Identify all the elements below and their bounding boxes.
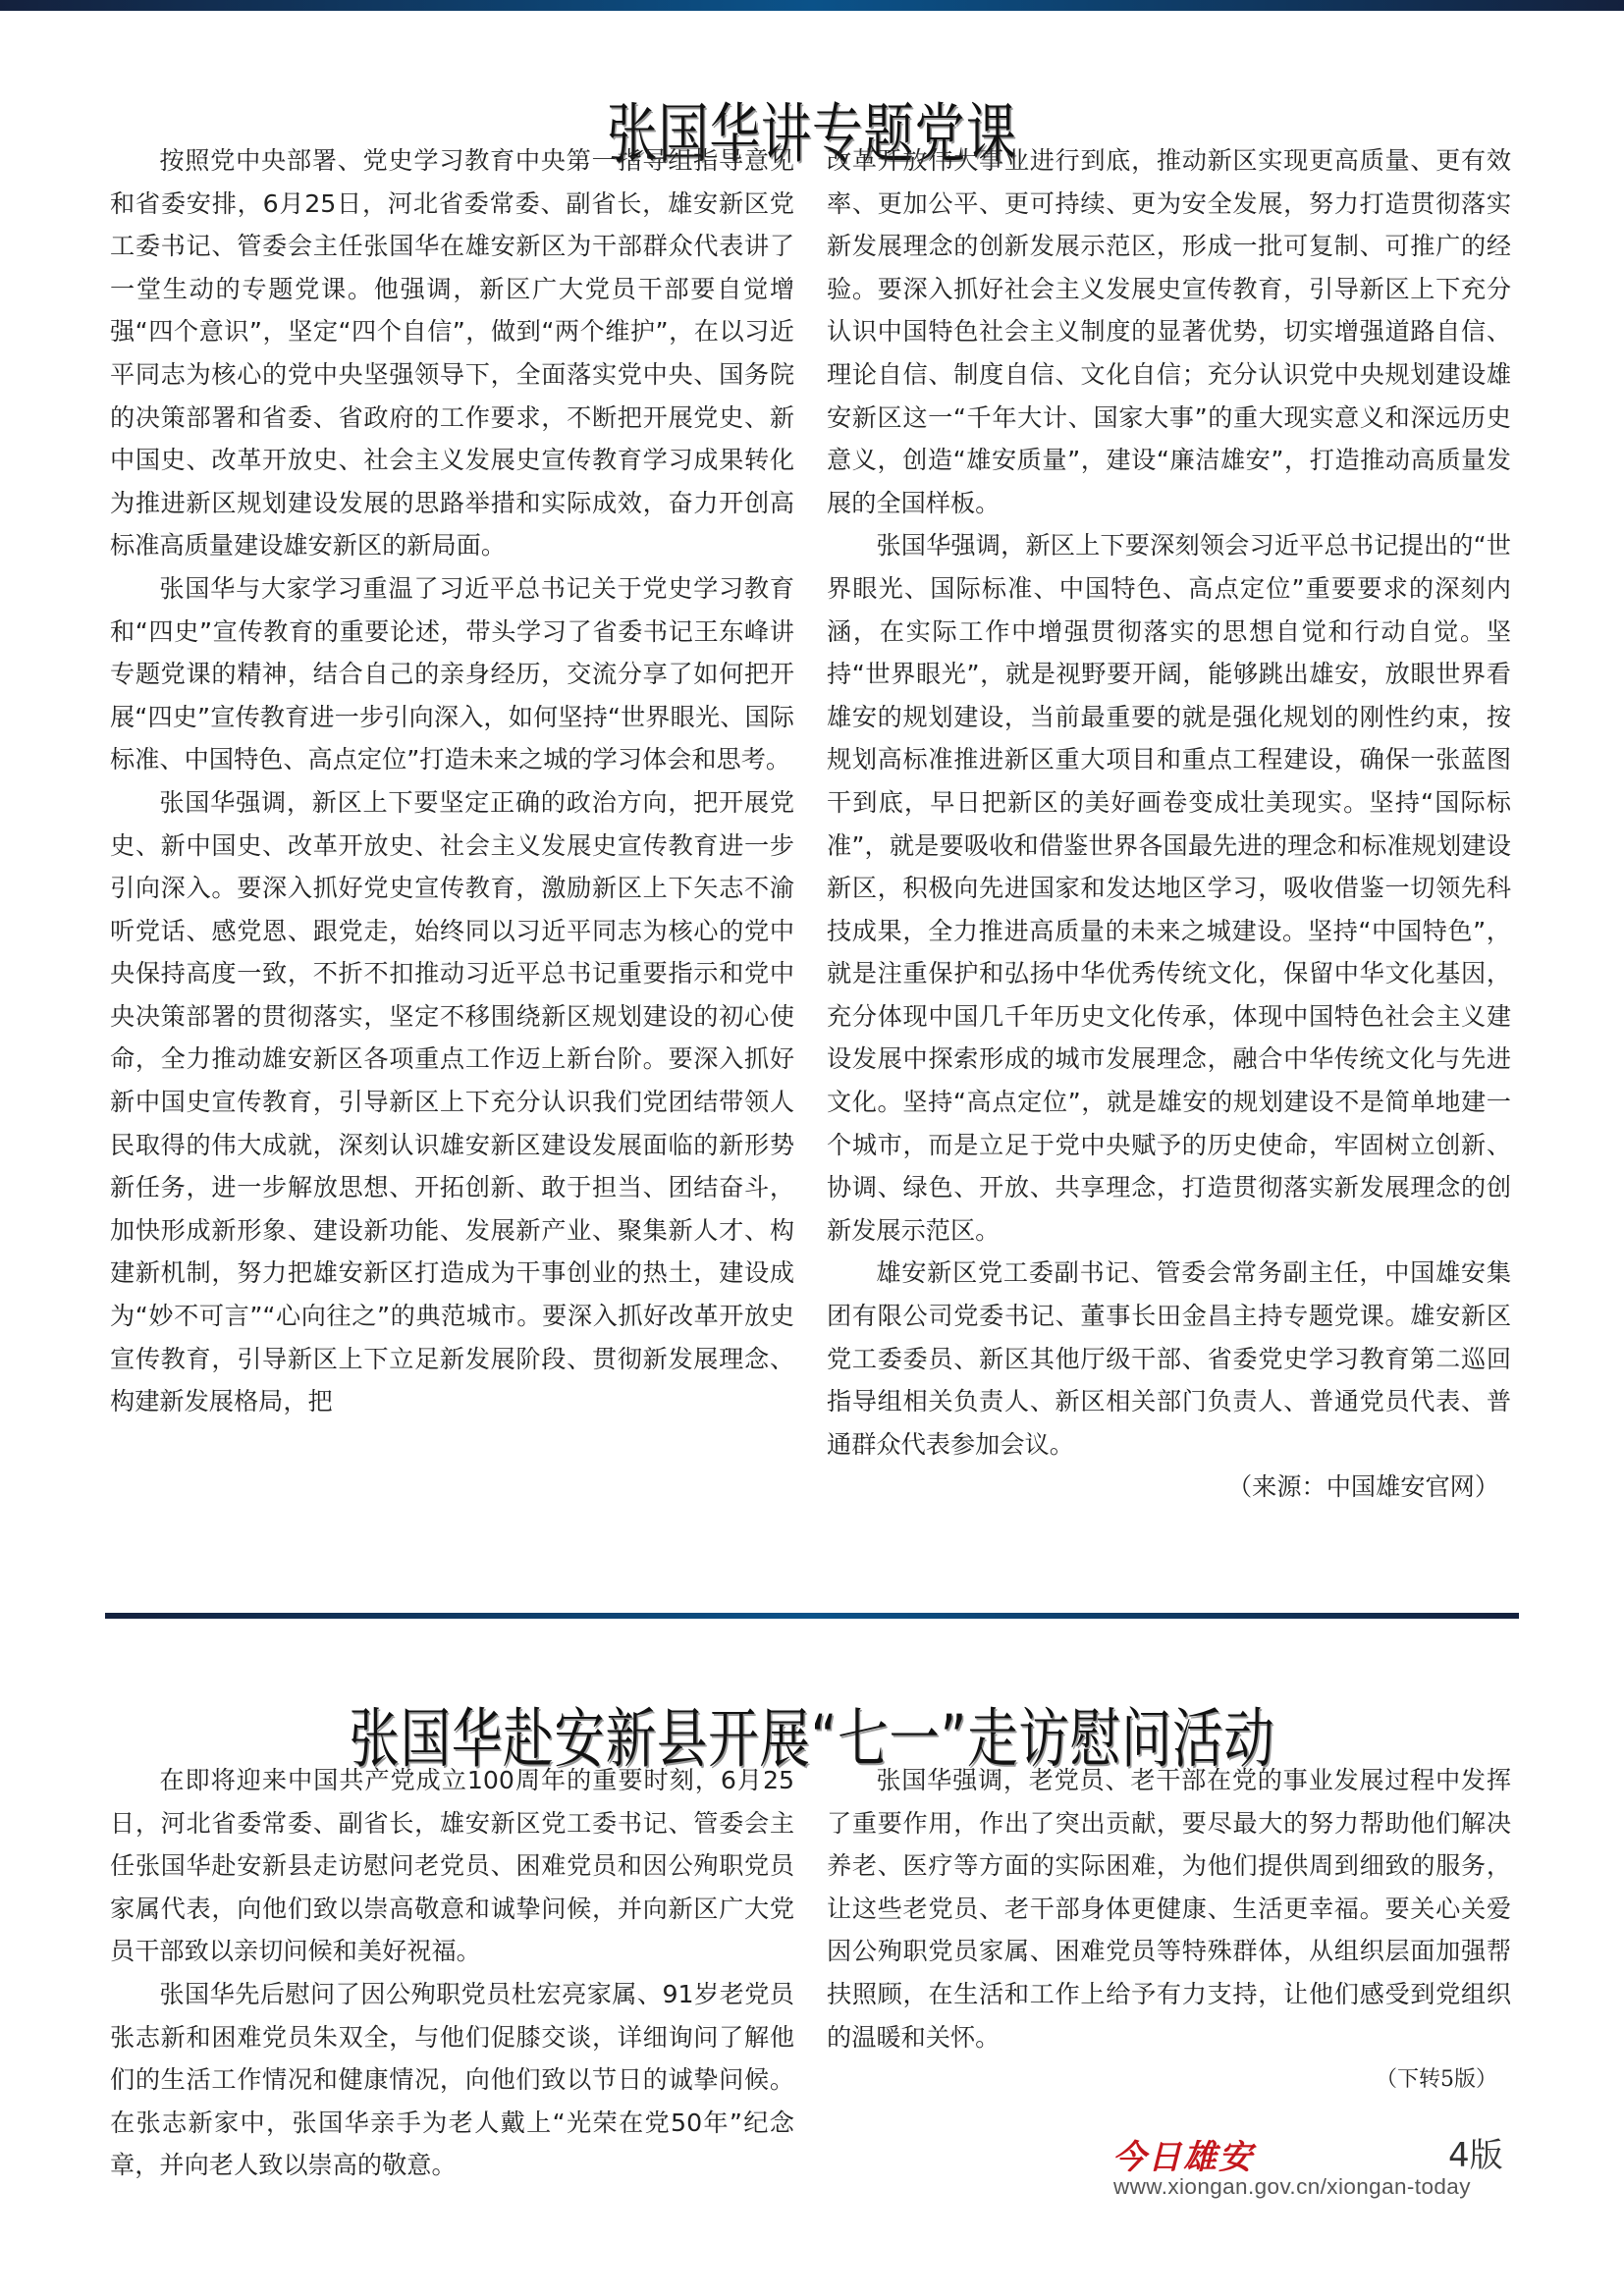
newspaper-logo: 今日雄安 [1112, 2138, 1254, 2177]
article-2-paragraph: 在即将迎来中国共产党成立100周年的重要时刻，6月25日，河北省委常委、副省长，雄安新区党工委书记、管委会主任张国华赴安新县走访慰问老党员、困难党员和因公殉职党员家属代表，向他们致以崇高敬意和诚挚问候，并向新区广大党员干部致以亲切问候和美好祝福。 [110, 1766, 794, 1966]
article-2-paragraph: 张国华强调，老党员、老干部在党的事业发展过程中发挥了重要作用，作出了突出贡献，要尽最大的努力帮助他们解决养老、医疗等方面的实际困难，为他们提供周到细致的服务，让这些老党员、老干部身体更健康、生活更幸福。要关心关爱因公殉职党员家属、困难党员等特殊群体，从组织层面加强帮扶照顾，在生活和工作上给予有力支持，让他们感受到党组织的温暖和关怀。 [827, 1766, 1511, 2052]
article-1-paragraph: 张国华与大家学习重温了习近平总书记关于党史学习教育和“四史”宣传教育的重要论述，带头学习了省委书记王东峰讲专题党课的精神，结合自己的亲身经历，交流分享了如何把开展“四史”宣传教育进一步引向深入，如何坚持“世界眼光、国际标准、中国特色、高点定位”打造未来之城的学习体会和思考。 [110, 573, 794, 774]
continued-on-note: （下转5版） [1376, 2067, 1497, 2093]
page-edition-number: 4版 [1448, 2136, 1503, 2175]
article-1-left-column [110, 139, 794, 1423]
article-2-paragraph: 张国华先后慰问了因公殉职党员杜宏亮家属、91岁老党员张志新和困难党员朱双全，与他们促膝交谈，详细询问了解他们的生活工作情况和健康情况，向他们致以节日的诚挚问候。在张志新家中，张国华亲手为老人戴上“光荣在党50年”纪念章，并向老人致以崇高的敬意。 [110, 1979, 794, 2180]
article-1-paragraph: 张国华强调，新区上下要坚定正确的政治方向，把开展党史、新中国史、改革开放史、社会主义发展史宣传教育进一步引向深入。要深入抓好党史宣传教育，激励新区上下矢志不渝听党话、感党恩、跟党走，始终同以习近平同志为核心的党中央保持高度一致，不折不扣推动习近平总书记重要指示和党中央决策部署的贯彻落实，坚定不移围绕新区规划建设的初心使命，全力推动雄安新区各项重点工作迈上新台阶。要深入抓好新中国史宣传教育，引导新区上下充分认识我们党团结带领人民取得的伟大成就，深刻认识雄安新区建设发展面临的新形势新任务，进一步解放思想、开拓创新、敢于担当、团结奋斗，加快形成新形象、建设新功能、发展新产业、聚集新人才、构建新机制，努力把雄安新区打造成为干事创业的热土，建设成为“妙不可言”“心向往之”的典范城市。要深入抓好改革开放史宣传教育，引导新区上下立足新发展阶段、贯彻新发展理念、构建新发展格局，把 [110, 787, 794, 1416]
article-1-paragraph: 雄安新区党工委副书记、管委会常务副主任，中国雄安集团有限公司党委书记、董事长田金昌主持专题党课。雄安新区党工委委员、新区其他厅级干部、省委党史学习教育第二巡回指导组相关负责人、新区相关部门负责人、普通党员代表、普通群众代表参加会议。 [827, 1258, 1511, 1459]
article-1-paragraph: 张国华强调，新区上下要深刻领会习近平总书记提出的“世界眼光、国际标准、中国特色、高点定位”重要要求的深刻内涵，在实际工作中增强贯彻落实的思想自觉和行动自觉。坚持“世界眼光”，就是视野要开阔，能够跳出雄安，放眼世界看雄安的规划建设，当前最重要的就是强化规划的刚性约束，按规划高标准推进新区重大项目和重点工程建设，确保一张蓝图干到底，早日把新区的美好画卷变成壮美现实。坚持“国际标准”，就是要吸收和借鉴世界各国最先进的理念和标准规划建设新区，积极向先进国家和发达地区学习，吸收借鉴一切领先科技成果，全力推进高质量的未来之城建设。坚持“中国特色”，就是注重保护和弘扬中华优秀传统文化，保留中华文化基因，充分体现中国几千年历史文化传承，体现中国特色社会主义建设发展中探索形成的城市发展理念，融合中华传统文化与先进文化。坚持“高点定位”，就是雄安的规划建设不是简单地建一个城市，而是立足于党中央赋予的历史使命，牢固树立创新、协调、绿色、开放、共享理念，打造贯彻落实新发展理念的创新发展示范区。 [827, 531, 1511, 1245]
article-1-paragraph: 按照党中央部署、党史学习教育中央第一指导组指导意见和省委安排，6月25日，河北省委常委、副省长，雄安新区党工委书记、管委会主任张国华在雄安新区为干部群众代表讲了一堂生动的专题党课。他强调，新区广大党员干部要自觉增强“四个意识”，坚定“四个自信”，做到“两个维护”，在以习近平同志为核心的党中央坚强领导下，全面落实党中央、国务院的决策部署和省委、省政府的工作要求，不断把开展党史、新中国史、改革开放史、社会主义发展史宣传教育学习成果转化为推进新区规划建设发展的思路举措和实际成效，奋力开创高标准高质量建设雄安新区的新局面。 [110, 146, 794, 561]
top-banner-bar [0, 0, 1624, 11]
section-divider [105, 1613, 1519, 1619]
footer-url: www.xiongan.gov.cn/xiongan-today [1113, 2174, 1471, 2199]
article-1-paragraph-continued: 改革开放伟大事业进行到底，推动新区实现更高质量、更有效率、更加公平、更可持续、更为安全发展，努力打造贯彻落实新发展理念的创新发展示范区，形成一批可复制、可推广的经验。要深入抓好社会主义发展史宣传教育，引导新区上下充分认识中国特色社会主义制度的显著优势，切实增强道路自信、理论自信、制度自信、文化自信；充分认识党中央规划建设雄安新区这一“千年大计、国家大事”的重大现实意义和深远历史意义，创造“雄安质量”，建设“廉洁雄安”，打造推动高质量发展的全国样板。 [827, 146, 1511, 517]
article-2-title: 张国华赴安新县开展“七一”走访慰问活动 [349, 1701, 1275, 1778]
article-1-source: （来源：中国雄安官网） [1226, 1472, 1499, 1502]
article-1-right-column [827, 139, 1511, 1509]
article-1-title: 张国华讲专题党课 [606, 96, 1018, 173]
article-2-right-column [827, 1759, 1511, 2102]
article-2-left-column [110, 1759, 794, 2187]
